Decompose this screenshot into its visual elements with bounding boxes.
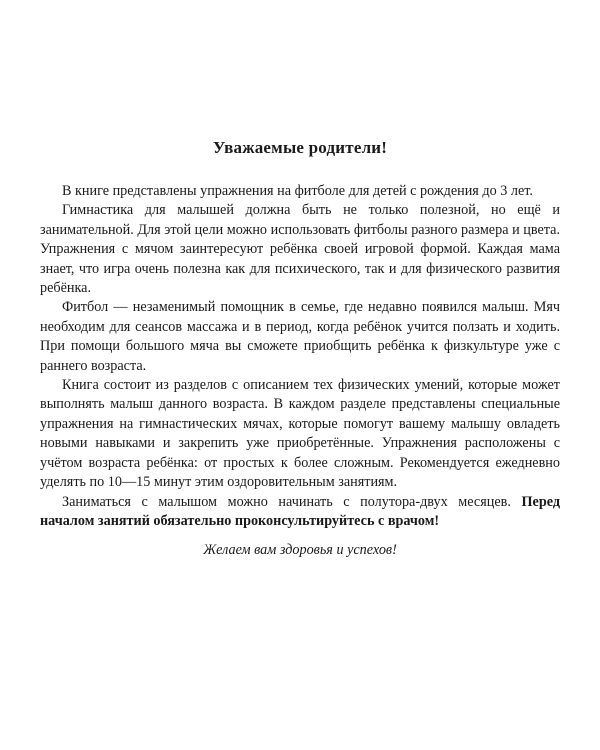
paragraph-gymnastics — [40, 201, 560, 298]
paragraph-intro — [40, 182, 560, 201]
paragraph-text: Книга состоит из разделов с описанием тех физических умений, которые может выполнять малыш данного возраста. В каждом разделе представлены специальные упражнения на гимнастических мячах, которые помогут вашему малышу овладеть новыми навыками и закрепить уже приобретённые. Упражнения расположены с учётом возраста ребёнка: от простых к более сложным. Рекомендуется ежедневно уделять по 10—15 минут этим оздоровительным занятиям. — [40, 377, 560, 491]
paragraph-start — [40, 493, 560, 532]
paragraph-structure — [40, 376, 560, 492]
warning-text: Перед началом занятий обязательно проконсультируйтесь с врачом! — [40, 493, 560, 529]
paragraph-fitball — [40, 298, 560, 376]
closing-wish: Желаем вам здоровья и успехов! — [203, 542, 397, 559]
paragraph-text: В книге представлены упражнения на фитболе для детей с рождения до 3 лет. — [62, 183, 533, 199]
page-content — [40, 138, 560, 561]
paragraph-text: Фитбол — незаменимый помощник в семье, где недавно появился малыш. Мяч необходим для сеансов массажа и в период, когда ребёнок учится ползать и ходить. При помощи большого мяча вы сможете приобщить ребёнка к физкультуре уже с раннего возраста. — [40, 299, 560, 374]
paragraph-text: Гимнастика для малышей должна быть не только полезной, но ещё и занимательной. Для этой цели можно использовать фитболы разного размера и цвета. Упражнения с мячом заинтересуют ребёнка своей игровой формой. Каждая мама знает, что игра очень полезна как для психического, так и для физического развития ребёнка. — [40, 202, 560, 297]
page-title: Уважаемые родители! — [212, 138, 388, 157]
paragraph-text: Заниматься с малышом можно начинать с полутора-двух месяцев. — [62, 493, 522, 510]
